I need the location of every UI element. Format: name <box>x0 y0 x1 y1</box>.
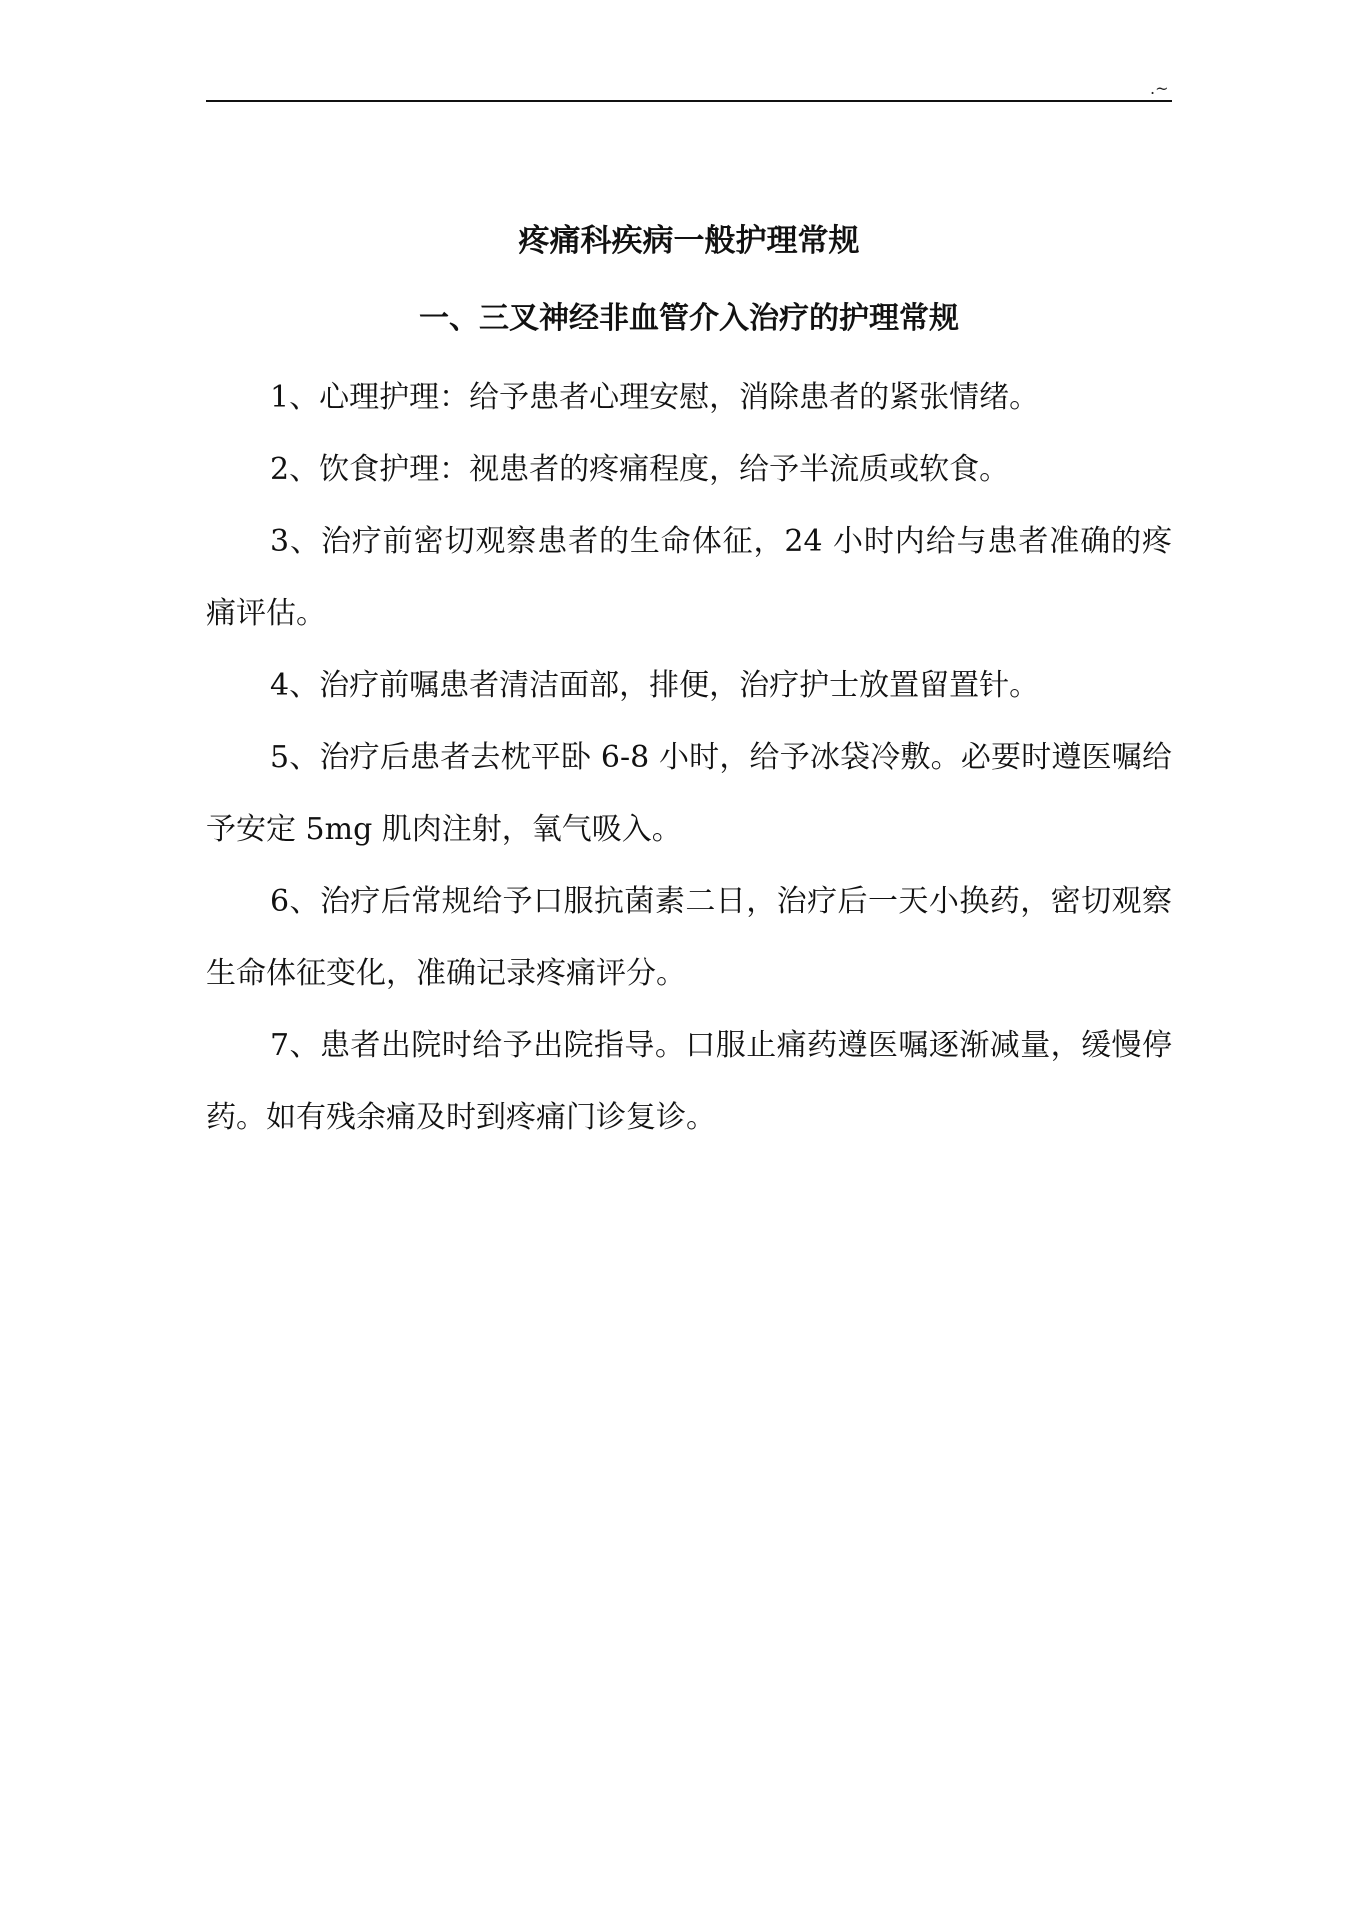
header-rule <box>206 100 1172 102</box>
paragraph-5: 5、治疗后患者去枕平卧 6-8 小时，给予冰袋冷敷。必要时遵医嘱给予安定 5mg 肌肉注射，氧气吸入。 <box>206 740 1172 847</box>
paragraph-4: 4、治疗前嘱患者清洁面部，排便，治疗护士放置留置针。 <box>270 668 1040 703</box>
document-title: 疼痛科疾病一般护理常规 <box>518 223 860 259</box>
paragraph-6: 6、治疗后常规给予口服抗菌素二日，治疗后一天小换药，密切观察生命体征变化，准确记录疼痛评分。 <box>206 884 1172 991</box>
paragraph-1: 1、心理护理：给予患者心理安慰，消除患者的紧张情绪。 <box>270 380 1040 415</box>
paragraph-7: 7、患者出院时给予出院指导。口服止痛药遵医嘱逐渐减量，缓慢停药。如有残余痛及时到疼痛门诊复诊。 <box>206 1028 1172 1135</box>
paragraph-2: 2、饮食护理：视患者的疼痛程度，给予半流质或软食。 <box>270 452 1010 487</box>
paragraph-3: 3、治疗前密切观察患者的生命体征，24 小时内给与患者准确的疼痛评估。 <box>206 524 1172 631</box>
document-body <box>206 362 1172 1154</box>
header-mark: .~ <box>1150 79 1169 98</box>
section-title: 一、三叉神经非血管介入治疗的护理常规 <box>419 301 959 336</box>
